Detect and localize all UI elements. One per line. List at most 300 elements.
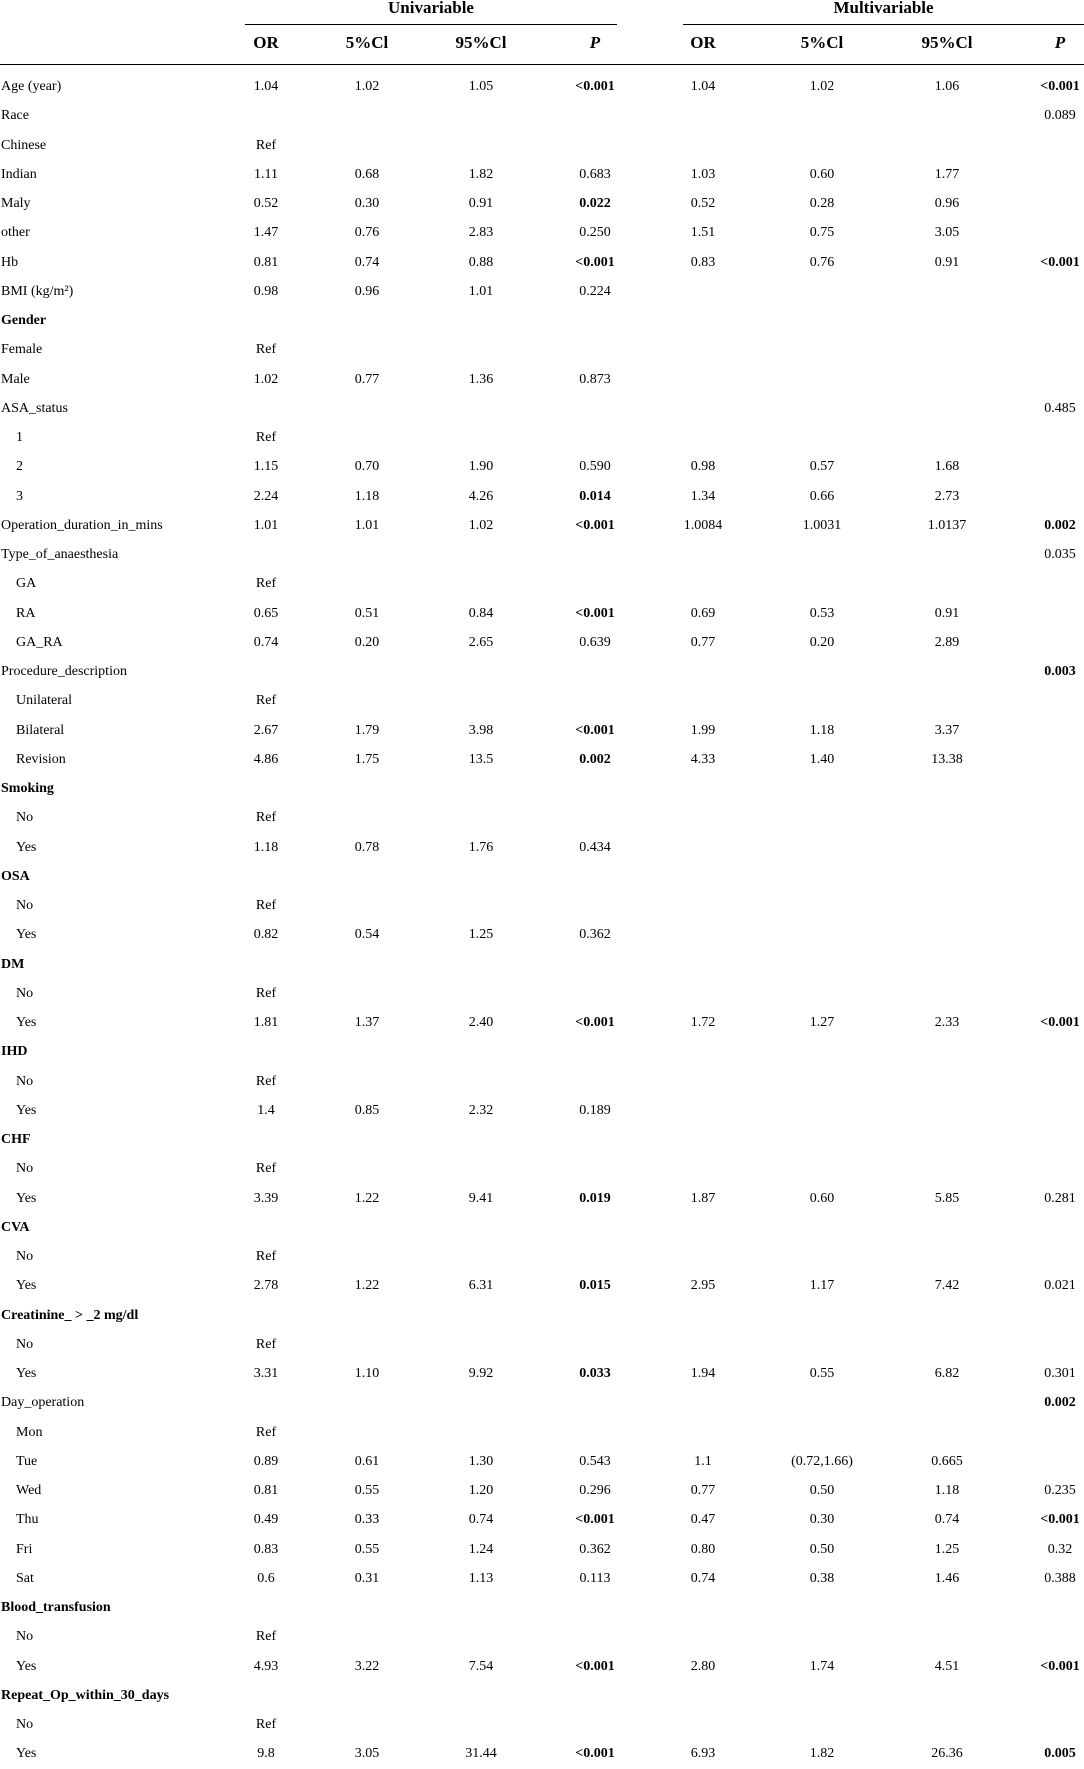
univariable-or-cell: 4.93 [253, 1658, 279, 1674]
multivariable-lower-ci-cell: 1.82 [809, 1746, 835, 1762]
multivariable-p-cell: 0.021 [1044, 1278, 1076, 1294]
univariable-lower-ci-cell: 0.96 [354, 283, 380, 299]
univariable-upper-ci-cell: 31.44 [465, 1746, 497, 1762]
table-row [0, 72, 1084, 101]
univariable-upper-ci-cell: 1.05 [468, 79, 494, 94]
multivariable-upper-ci-cell: 0.96 [934, 196, 960, 211]
row-label: OSA [1, 868, 30, 884]
multivariable-or-cell: 2.80 [690, 1658, 716, 1674]
row-label: Yes [16, 839, 37, 855]
row-label: No [16, 1336, 34, 1352]
multivariable-upper-ci-cell: 1.68 [934, 459, 960, 475]
multivariable-p-cell: 0.089 [1044, 108, 1076, 124]
univariable-lower-ci-cell: 0.61 [354, 1453, 380, 1469]
row-label: Revision [16, 751, 66, 767]
univariable-or-cell: 0.81 [253, 1483, 279, 1498]
univariable-or-cell: 0.52 [253, 196, 279, 211]
univariable-lower-ci-cell: 0.68 [354, 166, 380, 182]
multivariable-lower-ci-cell: 0.38 [809, 1570, 835, 1586]
row-label: Yes [16, 1190, 37, 1206]
table-row [0, 569, 1084, 598]
univariable-or-cell: 1.47 [253, 225, 279, 241]
multivariable-p-cell: 0.035 [1044, 547, 1076, 562]
table-row [0, 716, 1084, 745]
row-label: Gender [1, 313, 47, 328]
multivariable-or-cell: 1.99 [690, 722, 716, 738]
row-label: Sat [16, 1570, 34, 1586]
univariable-lower-ci-cell: 0.55 [354, 1483, 380, 1498]
univariable-p-cell: <0.001 [575, 254, 615, 270]
univariable-lower-ci-cell: 0.85 [354, 1102, 380, 1118]
table-row [0, 1476, 1084, 1505]
table-row [0, 1271, 1084, 1300]
multivariable-p-cell: <0.001 [1040, 1015, 1080, 1030]
table-row [0, 482, 1084, 511]
row-label: Indian [1, 166, 37, 182]
multivariable-lower-ci-cell: 0.28 [809, 196, 835, 211]
univariable-lower-ci-cell: 1.37 [354, 1015, 380, 1030]
univariable-p-cell: 0.873 [579, 371, 611, 387]
col-header-m-upper-ci: 95%Cl [921, 33, 973, 52]
univariable-upper-ci-cell: 6.31 [468, 1278, 494, 1294]
row-label: Smoking [1, 781, 54, 796]
multivariable-or-cell: 0.98 [690, 459, 716, 475]
row-label: No [16, 1629, 34, 1645]
univariable-p-cell: <0.001 [575, 1658, 615, 1674]
table-row [0, 657, 1084, 686]
multivariable-upper-ci-cell: 6.82 [934, 1366, 960, 1381]
table-row [0, 1535, 1084, 1564]
univariable-or-cell: 1.01 [253, 517, 279, 533]
univariable-lower-ci-cell: 1.02 [354, 79, 380, 94]
multivariable-or-cell: 0.77 [690, 1483, 716, 1498]
row-label: No [16, 810, 34, 826]
table-row [0, 862, 1084, 891]
univariable-upper-ci-cell: 2.83 [468, 225, 494, 241]
table-row [0, 745, 1084, 774]
univariable-lower-ci-cell: 0.54 [354, 927, 380, 943]
univariable-or-cell: 2.24 [253, 488, 279, 504]
table-row [0, 1067, 1084, 1096]
multivariable-lower-ci-cell: 1.02 [809, 79, 835, 94]
table-row [0, 101, 1084, 130]
multivariable-p-cell: 0.388 [1044, 1570, 1076, 1586]
univariable-upper-ci-cell: 1.30 [468, 1453, 494, 1469]
univariable-p-cell: <0.001 [575, 722, 615, 738]
univariable-or-cell: Ref [255, 1336, 277, 1352]
multivariable-or-cell: 0.80 [690, 1541, 716, 1557]
univariable-upper-ci-cell: 1.76 [468, 839, 494, 855]
table-row [0, 1622, 1084, 1651]
row-label: Yes [16, 1366, 37, 1381]
univariable-upper-ci-cell: 1.02 [468, 517, 494, 533]
univariable-lower-ci-cell: 0.70 [354, 459, 380, 475]
multivariable-lower-ci-cell: 0.60 [809, 1190, 835, 1206]
row-label: 2 [16, 459, 23, 475]
row-label: Yes [16, 1015, 37, 1030]
multivariable-p-cell: <0.001 [1040, 1658, 1080, 1674]
table-row [0, 452, 1084, 481]
univariable-p-cell: <0.001 [575, 1512, 615, 1528]
univariable-or-cell: Ref [255, 1629, 277, 1645]
row-label: CHF [1, 1132, 31, 1147]
table-row [0, 540, 1084, 569]
multivariable-upper-ci-cell: 2.89 [934, 634, 960, 650]
table-row [0, 160, 1084, 189]
univariable-heading: Univariable [388, 0, 474, 17]
univariable-p-cell: 0.189 [579, 1102, 611, 1118]
multivariable-lower-ci-cell: 1.74 [809, 1658, 835, 1674]
univariable-or-cell: 0.89 [253, 1453, 279, 1469]
multivariable-or-cell: 0.47 [690, 1512, 716, 1528]
row-label: Bilateral [16, 722, 65, 738]
table-row [0, 979, 1084, 1008]
multivariable-or-cell: 0.74 [690, 1570, 716, 1586]
row-label: Age (year) [1, 79, 62, 94]
univariable-or-cell: 0.6 [257, 1570, 275, 1586]
table-row [0, 131, 1084, 160]
table-row [0, 1125, 1084, 1154]
table-row [0, 1008, 1084, 1037]
univariable-p-cell: 0.022 [579, 196, 611, 211]
univariable-or-cell: Ref [255, 430, 277, 445]
univariable-upper-ci-cell: 0.88 [468, 254, 494, 270]
multivariable-or-cell: 0.83 [690, 254, 716, 270]
univariable-lower-ci-cell: 1.01 [354, 517, 380, 533]
univariable-or-cell: 4.86 [253, 751, 279, 767]
univariable-lower-ci-cell: 0.77 [354, 371, 380, 387]
multivariable-rule [683, 24, 1084, 25]
row-label: ASA_status [1, 400, 68, 416]
multivariable-upper-ci-cell: 1.25 [934, 1541, 960, 1557]
multivariable-p-cell: 0.002 [1044, 517, 1076, 533]
row-label: Mon [16, 1424, 43, 1440]
row-label: Fri [16, 1541, 33, 1557]
multivariable-or-cell: 0.52 [690, 196, 716, 211]
table-row [0, 511, 1084, 540]
row-label: 3 [16, 488, 23, 504]
univariable-or-cell: Ref [255, 576, 277, 592]
univariable-upper-ci-cell: 0.74 [468, 1512, 494, 1528]
univariable-p-cell: 0.250 [579, 225, 611, 241]
univariable-p-cell: 0.683 [579, 166, 611, 182]
multivariable-upper-ci-cell: 3.37 [934, 722, 960, 738]
univariable-upper-ci-cell: 3.98 [468, 722, 494, 738]
table-row [0, 774, 1084, 803]
univariable-or-cell: 1.11 [254, 166, 278, 182]
multivariable-lower-ci-cell: 0.76 [809, 254, 835, 270]
col-header-m-or: OR [690, 33, 716, 52]
univariable-p-cell: <0.001 [575, 517, 615, 533]
univariable-lower-ci-cell: 0.30 [354, 196, 380, 211]
univariable-or-cell: 0.65 [253, 605, 279, 621]
univariable-or-cell: 1.15 [253, 459, 279, 475]
row-label: Unilateral [16, 693, 72, 709]
multivariable-p-cell: 0.235 [1044, 1483, 1076, 1498]
univariable-or-cell: 3.39 [253, 1190, 279, 1206]
table-row [0, 1096, 1084, 1125]
univariable-or-cell: Ref [255, 1249, 277, 1264]
table-row [0, 1710, 1084, 1739]
table-row [0, 218, 1084, 247]
univariable-or-cell: Ref [255, 810, 277, 826]
univariable-p-cell: <0.001 [575, 79, 615, 94]
row-label: Yes [16, 927, 37, 943]
table-row [0, 1242, 1084, 1271]
univariable-p-cell: 0.033 [579, 1366, 611, 1381]
multivariable-lower-ci-cell: 0.50 [809, 1541, 835, 1557]
row-label: Hb [1, 254, 19, 270]
multivariable-p-cell: 0.281 [1044, 1190, 1076, 1206]
multivariable-lower-ci-cell: 1.18 [809, 722, 835, 738]
univariable-p-cell: 0.362 [579, 927, 611, 943]
table-row [0, 628, 1084, 657]
table-row [0, 1330, 1084, 1359]
table-row [0, 1418, 1084, 1447]
col-header-u-p: P [589, 33, 601, 52]
univariable-or-cell: 0.49 [253, 1512, 279, 1528]
col-header-u-lower-ci: 5%Cl [345, 33, 389, 52]
multivariable-lower-ci-cell: 1.17 [809, 1278, 835, 1294]
multivariable-p-cell: <0.001 [1040, 79, 1080, 94]
row-label: Race [1, 108, 29, 124]
table-row [0, 803, 1084, 832]
univariable-upper-ci-cell: 2.65 [468, 634, 494, 650]
univariable-upper-ci-cell: 2.40 [468, 1015, 494, 1030]
univariable-upper-ci-cell: 1.36 [468, 371, 494, 387]
univariable-lower-ci-cell: 3.05 [354, 1746, 380, 1762]
multivariable-or-cell: 1.72 [690, 1015, 716, 1030]
univariable-or-cell: 1.04 [253, 79, 279, 94]
univariable-or-cell: Ref [255, 1161, 277, 1177]
row-label: IHD [1, 1044, 28, 1060]
multivariable-p-cell: 0.005 [1044, 1746, 1076, 1762]
univariable-or-cell: 1.02 [253, 371, 279, 387]
multivariable-lower-ci-cell: 0.30 [809, 1512, 835, 1528]
univariable-or-cell: Ref [255, 985, 277, 1001]
multivariable-lower-ci-cell: (0.72,1.66) [791, 1453, 853, 1469]
univariable-p-cell: <0.001 [575, 1746, 615, 1762]
row-label: other [1, 225, 30, 241]
multivariable-p-cell: <0.001 [1040, 254, 1080, 270]
multivariable-lower-ci-cell: 1.27 [809, 1015, 835, 1030]
multivariable-upper-ci-cell: 1.77 [934, 166, 960, 182]
multivariable-p-cell: 0.32 [1047, 1541, 1073, 1557]
table-row [0, 248, 1084, 277]
multivariable-lower-ci-cell: 0.53 [809, 605, 835, 621]
univariable-or-cell: Ref [255, 898, 277, 913]
multivariable-p-cell: 0.485 [1044, 400, 1076, 416]
univariable-lower-ci-cell: 0.78 [354, 839, 380, 855]
multivariable-or-cell: 1.03 [690, 166, 716, 182]
table-row [0, 1301, 1084, 1330]
univariable-or-cell: Ref [255, 693, 277, 709]
multivariable-lower-ci-cell: 0.50 [809, 1483, 835, 1498]
table-row [0, 1359, 1084, 1388]
row-label: Yes [16, 1102, 37, 1118]
col-header-m-p: P [1054, 33, 1066, 52]
row-label: Creatinine_ > _2 mg/dl [1, 1307, 139, 1323]
row-label: Yes [16, 1658, 37, 1674]
univariable-upper-ci-cell: 7.54 [468, 1658, 494, 1674]
univariable-upper-ci-cell: 4.26 [468, 488, 494, 504]
univariable-lower-ci-cell: 1.79 [354, 722, 380, 738]
univariable-upper-ci-cell: 1.20 [468, 1483, 494, 1498]
table-row [0, 306, 1084, 335]
row-label: GA_RA [16, 634, 63, 650]
table-row [0, 920, 1084, 949]
univariable-lower-ci-cell: 1.10 [354, 1366, 380, 1381]
multivariable-p-cell: 0.301 [1044, 1366, 1076, 1381]
univariable-p-cell: <0.001 [575, 605, 615, 621]
univariable-p-cell: 0.543 [579, 1453, 611, 1469]
row-label: RA [16, 605, 36, 621]
table-row [0, 1037, 1084, 1066]
row-label: Procedure_description [1, 664, 127, 679]
table-row [0, 1652, 1084, 1681]
table-row [0, 365, 1084, 394]
univariable-or-cell: 9.8 [257, 1746, 275, 1762]
row-label: Maly [1, 196, 31, 211]
univariable-lower-ci-cell: 0.31 [354, 1570, 380, 1586]
row-label: Chinese [1, 137, 47, 153]
univariable-or-cell: 1.81 [253, 1015, 279, 1030]
multivariable-upper-ci-cell: 2.73 [934, 488, 960, 504]
multivariable-lower-ci-cell: 0.66 [809, 488, 835, 504]
row-label: Yes [16, 1278, 37, 1294]
table-row [0, 394, 1084, 423]
multivariable-lower-ci-cell: 1.40 [809, 751, 835, 767]
table-row [0, 423, 1084, 452]
multivariable-upper-ci-cell: 2.33 [934, 1015, 960, 1030]
univariable-or-cell: Ref [255, 1717, 277, 1732]
univariable-lower-ci-cell: 3.22 [354, 1658, 380, 1674]
table-row [0, 1184, 1084, 1213]
univariable-upper-ci-cell: 1.24 [468, 1541, 494, 1557]
multivariable-lower-ci-cell: 0.75 [809, 225, 835, 241]
univariable-lower-ci-cell: 0.33 [354, 1512, 380, 1528]
row-label: Yes [16, 1746, 37, 1762]
univariable-lower-ci-cell: 0.51 [354, 605, 380, 621]
row-label: Day_operation [1, 1395, 85, 1411]
multivariable-upper-ci-cell: 7.42 [934, 1278, 960, 1294]
univariable-or-cell: 0.83 [253, 1541, 279, 1557]
multivariable-or-cell: 1.0084 [683, 517, 723, 533]
multivariable-or-cell: 1.04 [690, 79, 716, 94]
multivariable-or-cell: 2.95 [690, 1278, 716, 1294]
multivariable-upper-ci-cell: 0.91 [934, 254, 960, 270]
multivariable-lower-ci-cell: 1.0031 [802, 517, 842, 533]
row-label: No [16, 1717, 34, 1732]
header-rule [0, 64, 1084, 65]
univariable-lower-ci-cell: 1.18 [354, 488, 380, 504]
table-row [0, 1213, 1084, 1242]
univariable-or-cell: Ref [255, 1073, 277, 1089]
multivariable-lower-ci-cell: 0.57 [809, 459, 835, 475]
table-body [0, 72, 1084, 1769]
table-row [0, 833, 1084, 862]
multivariable-upper-ci-cell: 3.05 [934, 225, 960, 241]
multivariable-or-cell: 4.33 [690, 751, 716, 767]
univariable-p-cell: <0.001 [575, 1015, 615, 1030]
univariable-p-cell: 0.224 [579, 283, 611, 299]
univariable-p-cell: 0.639 [579, 634, 611, 650]
univariable-lower-ci-cell: 0.76 [354, 225, 380, 241]
row-label: No [16, 1249, 34, 1264]
row-label: No [16, 898, 34, 913]
univariable-lower-ci-cell: 0.20 [354, 634, 380, 650]
univariable-lower-ci-cell: 0.74 [354, 254, 380, 270]
table-row [0, 277, 1084, 306]
univariable-or-cell: Ref [255, 137, 277, 153]
multivariable-upper-ci-cell: 4.51 [934, 1658, 960, 1674]
table-row [0, 950, 1084, 979]
univariable-or-cell: 1.4 [257, 1102, 275, 1118]
table-row [0, 1593, 1084, 1622]
row-label: Wed [16, 1483, 42, 1498]
univariable-upper-ci-cell: 1.25 [468, 927, 494, 943]
multivariable-or-cell: 1.51 [690, 225, 716, 241]
univariable-upper-ci-cell: 13.5 [468, 751, 494, 767]
univariable-upper-ci-cell: 1.90 [468, 459, 494, 475]
multivariable-or-cell: 0.77 [690, 634, 716, 650]
multivariable-upper-ci-cell: 1.18 [934, 1483, 960, 1498]
row-label: GA [16, 576, 37, 592]
row-label: Male [1, 371, 30, 387]
univariable-upper-ci-cell: 9.41 [468, 1190, 494, 1206]
univariable-p-cell: 0.590 [579, 459, 611, 475]
multivariable-or-cell: 1.34 [690, 488, 716, 504]
univariable-upper-ci-cell: 0.91 [468, 196, 494, 211]
row-label: No [16, 985, 34, 1001]
table-row [0, 1564, 1084, 1593]
multivariable-upper-ci-cell: 1.06 [934, 79, 960, 94]
multivariable-upper-ci-cell: 26.36 [931, 1746, 963, 1762]
multivariable-or-cell: 1.87 [690, 1190, 716, 1206]
multivariable-or-cell: 6.93 [690, 1746, 716, 1762]
univariable-p-cell: 0.014 [579, 488, 611, 504]
multivariable-or-cell: 1.1 [694, 1453, 712, 1469]
univariable-or-cell: Ref [255, 1424, 277, 1440]
univariable-p-cell: 0.113 [579, 1570, 611, 1586]
multivariable-lower-ci-cell: 0.55 [809, 1366, 835, 1381]
univariable-upper-ci-cell: 0.84 [468, 605, 494, 621]
row-label: No [16, 1161, 34, 1177]
multivariable-heading: Multivariable [833, 0, 934, 17]
univariable-or-cell: 0.98 [253, 283, 279, 299]
multivariable-lower-ci-cell: 0.20 [809, 634, 835, 650]
univariable-or-cell: 0.74 [253, 634, 279, 650]
table-row [0, 335, 1084, 364]
multivariable-upper-ci-cell: 5.85 [934, 1190, 960, 1206]
table-row [0, 599, 1084, 628]
row-label: Tue [16, 1453, 38, 1469]
multivariable-upper-ci-cell: 1.46 [934, 1570, 960, 1586]
univariable-or-cell: 0.82 [253, 927, 279, 943]
univariable-rule [245, 24, 617, 25]
multivariable-upper-ci-cell: 0.665 [931, 1453, 963, 1469]
row-label: 1 [16, 430, 23, 445]
univariable-p-cell: 0.434 [579, 839, 611, 855]
multivariable-or-cell: 1.94 [690, 1366, 716, 1381]
univariable-or-cell: 1.18 [253, 839, 279, 855]
univariable-lower-ci-cell: 1.22 [354, 1278, 380, 1294]
univariable-upper-ci-cell: 1.13 [468, 1570, 494, 1586]
row-label: CVA [1, 1219, 30, 1235]
table-row [0, 686, 1084, 715]
univariable-lower-ci-cell: 1.22 [354, 1190, 380, 1206]
univariable-upper-ci-cell: 1.01 [468, 283, 494, 299]
